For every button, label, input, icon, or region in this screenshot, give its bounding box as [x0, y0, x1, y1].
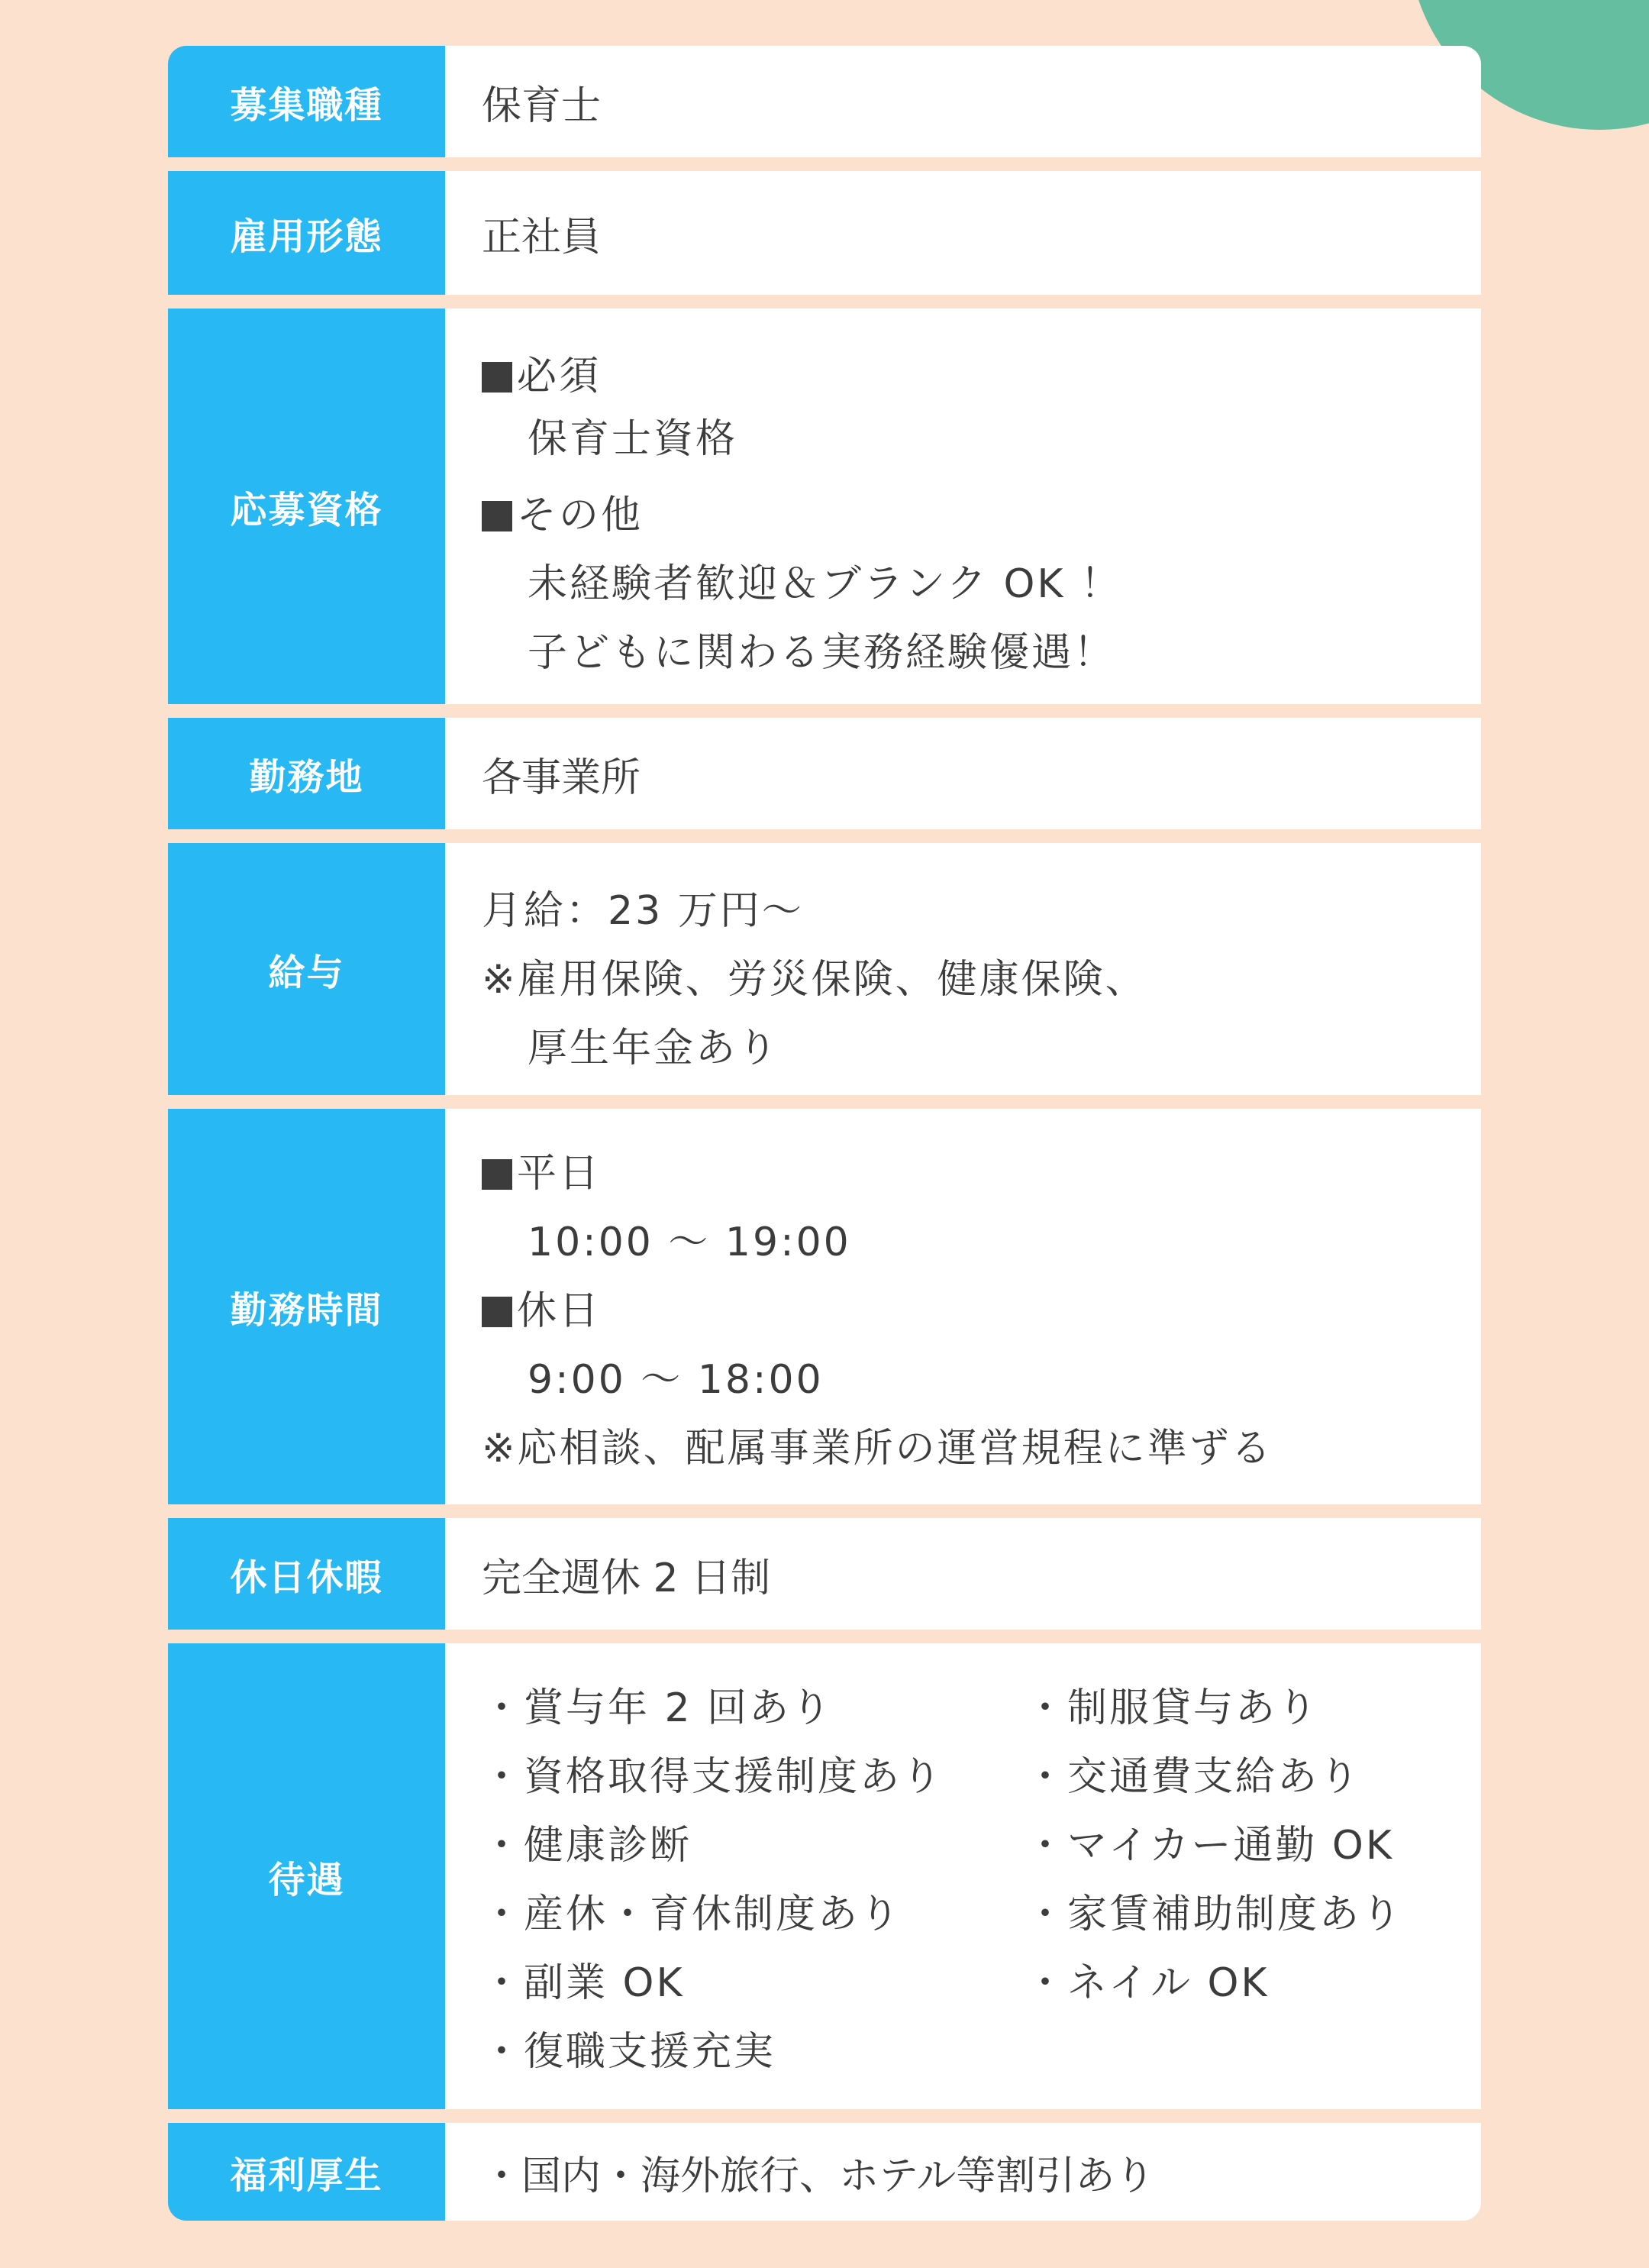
weekday-time: 10:00 ～ 19:00 [528, 1220, 851, 1265]
row-value [445, 843, 1481, 1095]
benefit-item: ・資格取得支援制度あり [482, 1754, 944, 1800]
row-value: 各事業所 [445, 718, 1481, 829]
benefit-item: ・復職支援充実 [482, 2029, 776, 2075]
salary-line-1: 月給：23 万円～ [482, 888, 804, 934]
row-value [445, 309, 1481, 704]
row-benefits [168, 1643, 1481, 2109]
square-bullet-icon [482, 501, 512, 531]
row-value: 保育士 [445, 46, 1481, 157]
row-label: 募集職種 [168, 46, 445, 157]
holiday-time: 9:00 ～ 18:00 [528, 1357, 824, 1403]
row-label: 福利厚生 [168, 2123, 445, 2221]
benefit-item: ・産休・育休制度あり [482, 1892, 902, 1937]
row-label: 応募資格 [168, 309, 445, 704]
row-salary [168, 843, 1481, 1095]
row-value [445, 1643, 1481, 2109]
row-label: 雇用形態 [168, 171, 445, 295]
row-qualification [168, 309, 1481, 704]
required-heading: 必須 [482, 344, 601, 401]
row-value [445, 1109, 1481, 1504]
benefit-item: ・副業 OK [482, 1960, 685, 2006]
other-line-1: 未経験者歓迎＆ブランク OK ！ [528, 561, 1123, 607]
row-label: 給与 [168, 843, 445, 1095]
benefit-item: ・交通費支給あり [1025, 1754, 1362, 1800]
benefit-item: ・ネイル OK [1025, 1960, 1270, 2006]
benefit-item: ・マイカー通勤 OK [1025, 1823, 1394, 1869]
row-hours [168, 1109, 1481, 1504]
salary-line-3: 厚生年金あり [528, 1026, 780, 1071]
row-employment [168, 171, 1481, 295]
salary-line-2: ※雇用保険、労災保険、健康保険、 [482, 957, 1147, 1003]
row-label: 勤務時間 [168, 1109, 445, 1504]
row-holidays [168, 1518, 1481, 1630]
other-heading: その他 [482, 483, 643, 540]
required-text: 保育士資格 [528, 416, 738, 462]
benefit-item: ・賞与年 2 回あり [482, 1685, 834, 1731]
benefit-item: ・制服貸与あり [1025, 1685, 1320, 1731]
square-bullet-icon [482, 362, 512, 393]
square-bullet-icon [482, 1297, 512, 1327]
holiday-heading: 休日 [482, 1278, 601, 1336]
weekday-heading: 平日 [482, 1141, 601, 1198]
other-line-2: 子どもに関わる実務経験優遇！ [528, 630, 1116, 676]
benefit-item: ・健康診断 [482, 1823, 692, 1869]
row-welfare [168, 2123, 1481, 2221]
row-value: ・国内・海外旅行、ホテル等割引あり [445, 2123, 1481, 2221]
square-bullet-icon [482, 1159, 512, 1190]
row-value: 正社員 [445, 171, 1481, 295]
row-label: 勤務地 [168, 718, 445, 829]
hours-note: ※応相談、配属事業所の運営規程に準ずる [482, 1426, 1273, 1472]
row-value: 完全週休 2 日制 [445, 1518, 1481, 1630]
row-location [168, 718, 1481, 829]
benefit-item: ・家賃補助制度あり [1025, 1892, 1404, 1937]
row-label: 待遇 [168, 1643, 445, 2109]
row-job-type [168, 46, 1481, 157]
row-label: 休日休暇 [168, 1518, 445, 1630]
job-info-table [168, 46, 1481, 2221]
